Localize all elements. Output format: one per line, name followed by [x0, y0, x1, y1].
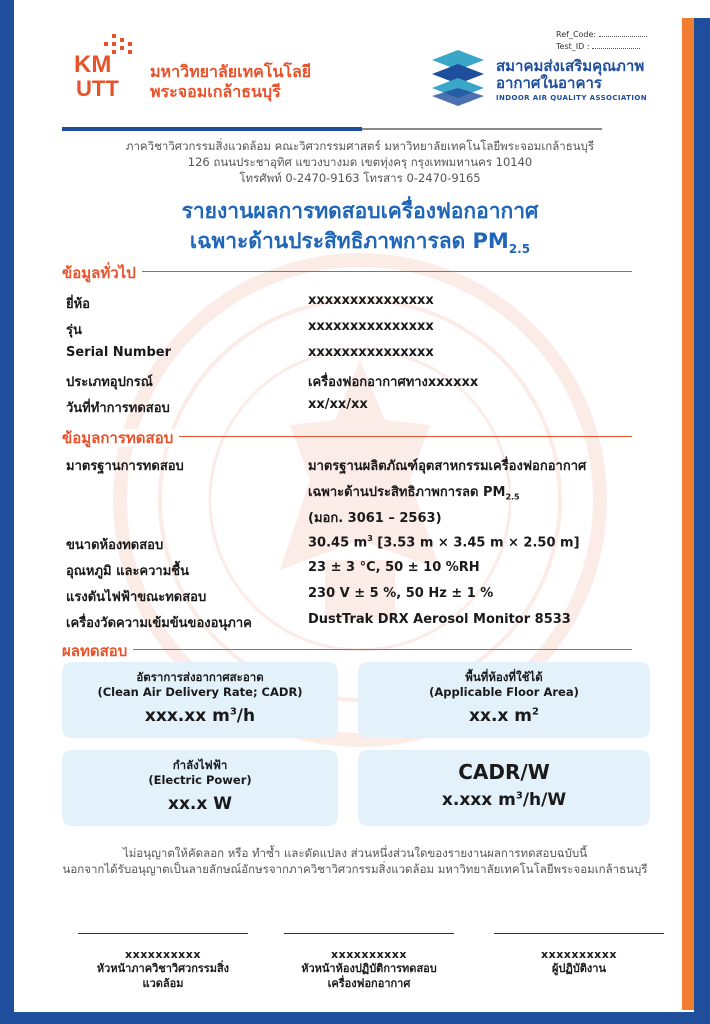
university-name-line2: พระจอมเกล้าธนบุรี — [150, 82, 281, 101]
signature-line — [78, 933, 248, 934]
copyright-note — [20, 845, 690, 877]
signature-line — [284, 933, 454, 934]
cadr-label-en: (Clean Air Delivery Rate; CADR) — [97, 685, 303, 699]
address-line2: 126 ถนนประชาอุทิศ แขวงบางมด เขตทุ่งครุ กรุงเทพมหานคร 10140 — [187, 155, 533, 169]
signature-role-line2: เครื่องฟอกอากาศ — [327, 977, 411, 990]
signature-block-operator — [494, 933, 664, 976]
kmutt-logo-text-bottom: UTT — [76, 76, 119, 101]
testing-room-volume: 30.45 m — [308, 535, 368, 551]
testing-room-value — [308, 534, 580, 550]
report-title-line1: รายงานผลการทดสอบเครื่องฟอกอากาศ — [181, 199, 539, 223]
signature-block-head-lab — [284, 933, 454, 991]
result-card-floor-area — [358, 662, 650, 738]
general-row-value: xxxxxxxxxxxxxxx — [308, 345, 434, 360]
general-row-value: xx/xx/xx — [308, 397, 368, 412]
ratio-value — [358, 790, 650, 810]
signature-block-head-department — [78, 933, 248, 991]
header-rule-grey — [362, 128, 602, 130]
testing-room-sup: 3 — [367, 534, 373, 543]
address-line1: ภาควิชาวิศวกรรมสิ่งแวดล้อม คณะวิศวกรรมศาสตร์ มหาวิทยาลัยเทคโนโลยีพระจอมเกล้าธนบุรี — [125, 139, 595, 153]
testing-temp-label: อุณหภูมิ และความชื้น — [66, 564, 190, 579]
signature-name: xxxxxxxxxx — [331, 948, 407, 961]
testing-power-label: แรงดันไฟฟ้าขณะทดสอบ — [66, 590, 207, 605]
address-line3: โทรศัพท์ 0-2470-9163 โทรสาร 0-2470-9165 — [239, 171, 481, 185]
result-card-power — [62, 750, 338, 826]
reference-box — [556, 29, 647, 53]
report-title — [30, 196, 690, 264]
area-value — [358, 706, 650, 726]
cadr-value — [62, 706, 338, 726]
testing-standard-label: มาตรฐานการทดสอบ — [66, 459, 184, 474]
area-value-number: xx.x m — [469, 706, 533, 726]
general-row-label: รุ่น — [66, 323, 82, 338]
testing-power-value: 230 V ± 5 %, 50 Hz ± 1 % — [308, 586, 494, 601]
section-testing-heading: ข้อมูลการทดสอบ — [62, 429, 179, 447]
section-general-line — [62, 271, 632, 272]
section-results — [62, 639, 632, 659]
cadr-label-th: อัตราการส่งอากาศสะอาด — [136, 670, 264, 684]
ratio-title: CADR/W — [458, 760, 550, 784]
association-name-line1: สมาคมส่งเสริมคุณภาพ — [496, 57, 645, 75]
testing-meter-value: DustTrak DRX Aerosol Monitor 8533 — [308, 612, 571, 627]
section-results-heading: ผลทดสอบ — [62, 642, 133, 660]
result-card-cadr — [62, 662, 338, 738]
report-title-subscript: 2.5 — [508, 242, 531, 257]
result-card-cadr-per-watt — [358, 750, 650, 826]
copyright-note-line2: นอกจากได้รับอนุญาตเป็นลายลักษณ์อักษรจากภาควิชาวิศวกรรมสิ่งแวดล้อม มหาวิทยาลัยเทคโนโลยีพระจอมเกล้าธนบุรี — [62, 862, 648, 876]
signature-name: xxxxxxxxxx — [125, 948, 201, 961]
testing-room-label: ขนาดห้องทดสอบ — [66, 538, 164, 553]
copyright-note-line1: ไม่อนุญาตให้คัดลอก หรือ ทำซ้ำ และดัดแปลง ส่วนหนึ่งส่วนใดของรายงานผลการทดสอบฉบับนี้ — [122, 846, 588, 860]
signature-role: ผู้ปฏิบัติงาน — [551, 962, 606, 975]
area-label-th: พื้นที่ห้องที่ใช้ได้ — [465, 670, 543, 684]
general-row-value: xxxxxxxxxxxxxxx — [308, 319, 434, 334]
testing-standard-subscript: 2.5 — [505, 492, 520, 502]
ref-code-field — [599, 36, 647, 37]
general-row-value: xxxxxxxxxxxxxxx — [308, 293, 434, 308]
testing-meter-label: เครื่องวัดความเข้มข้นของอนุภาค — [66, 616, 252, 631]
general-row-label: วันที่ทำการทดสอบ — [66, 401, 170, 416]
signature-role: หัวหน้าห้องปฏิบัติการทดสอบ — [301, 962, 437, 975]
general-row-value: เครื่องฟอกอากาศทางxxxxxx — [308, 375, 479, 390]
section-general — [62, 261, 632, 281]
association-name-en: INDOOR AIR QUALITY ASSOCIATION — [496, 94, 647, 102]
cadr-value-sup: 3 — [229, 706, 237, 718]
signature-line — [494, 933, 664, 934]
section-general-heading: ข้อมูลทั่วไป — [62, 264, 142, 282]
ratio-value-unit: /h/W — [522, 790, 567, 810]
signature-name: xxxxxxxxxx — [541, 948, 617, 961]
report-title-line2 — [30, 226, 690, 264]
power-label-en: (Electric Power) — [148, 773, 252, 787]
general-row-label: ประเภทอุปกรณ์ — [66, 375, 153, 390]
testing-standard-line1: มาตรฐานผลิตภัณฑ์อุตสาหกรรมเครื่องฟอกอากาศ — [308, 459, 587, 474]
university-name-line1: มหาวิทยาลัยเทคโนโลยี — [150, 62, 312, 81]
header-rule-blue — [62, 127, 362, 131]
kmutt-logo-text-top: KM — [74, 51, 112, 78]
iaq-association-logo — [426, 44, 490, 108]
general-row-label: Serial Number — [66, 345, 172, 360]
cadr-value-unit: /h — [236, 706, 256, 726]
association-name-line2: อากาศในอาคาร — [496, 74, 602, 92]
area-value-sup: 2 — [532, 706, 539, 718]
testing-standard-line2-text: เฉพาะด้านประสิทธิภาพการลด PM — [308, 485, 506, 500]
ref-code-label: Ref_Code: — [556, 30, 597, 39]
frame-left-bar — [0, 0, 14, 1024]
ratio-value-sup: 3 — [515, 790, 523, 802]
report-title-line2-text: เฉพาะด้านประสิทธิภาพการลด PM — [189, 229, 509, 253]
department-address — [40, 138, 680, 186]
testing-standard-line3: (มอก. 3061 – 2563) — [308, 511, 442, 526]
area-label-en: (Applicable Floor Area) — [429, 685, 579, 699]
signature-role: หัวหน้าภาควิชาวิศวกรรมสิ่งแวดล้อม — [96, 962, 230, 990]
frame-right-blue-bar — [694, 18, 710, 1024]
testing-standard-line2 — [308, 481, 520, 502]
testing-temp-value: 23 ± 3 °C, 50 ± 10 %RH — [308, 560, 480, 575]
section-testing — [62, 426, 632, 446]
power-label-th: กำลังไฟฟ้า — [172, 758, 228, 772]
section-results-line — [62, 649, 632, 650]
general-row-label: ยี่ห้อ — [66, 297, 90, 312]
test-id-label: Test_ID : — [556, 42, 590, 51]
university-name — [150, 62, 311, 102]
frame-bottom-bar — [0, 1012, 710, 1024]
cadr-value-number: xxx.xx m — [144, 706, 230, 726]
kmutt-logo — [72, 32, 142, 102]
testing-room-dimensions: [3.53 m × 3.45 m × 2.50 m] — [372, 535, 580, 551]
power-value: xx.x W — [167, 794, 233, 814]
test-id-field — [592, 48, 640, 49]
ratio-value-number: x.xxx m — [441, 790, 516, 810]
association-name — [496, 58, 644, 92]
